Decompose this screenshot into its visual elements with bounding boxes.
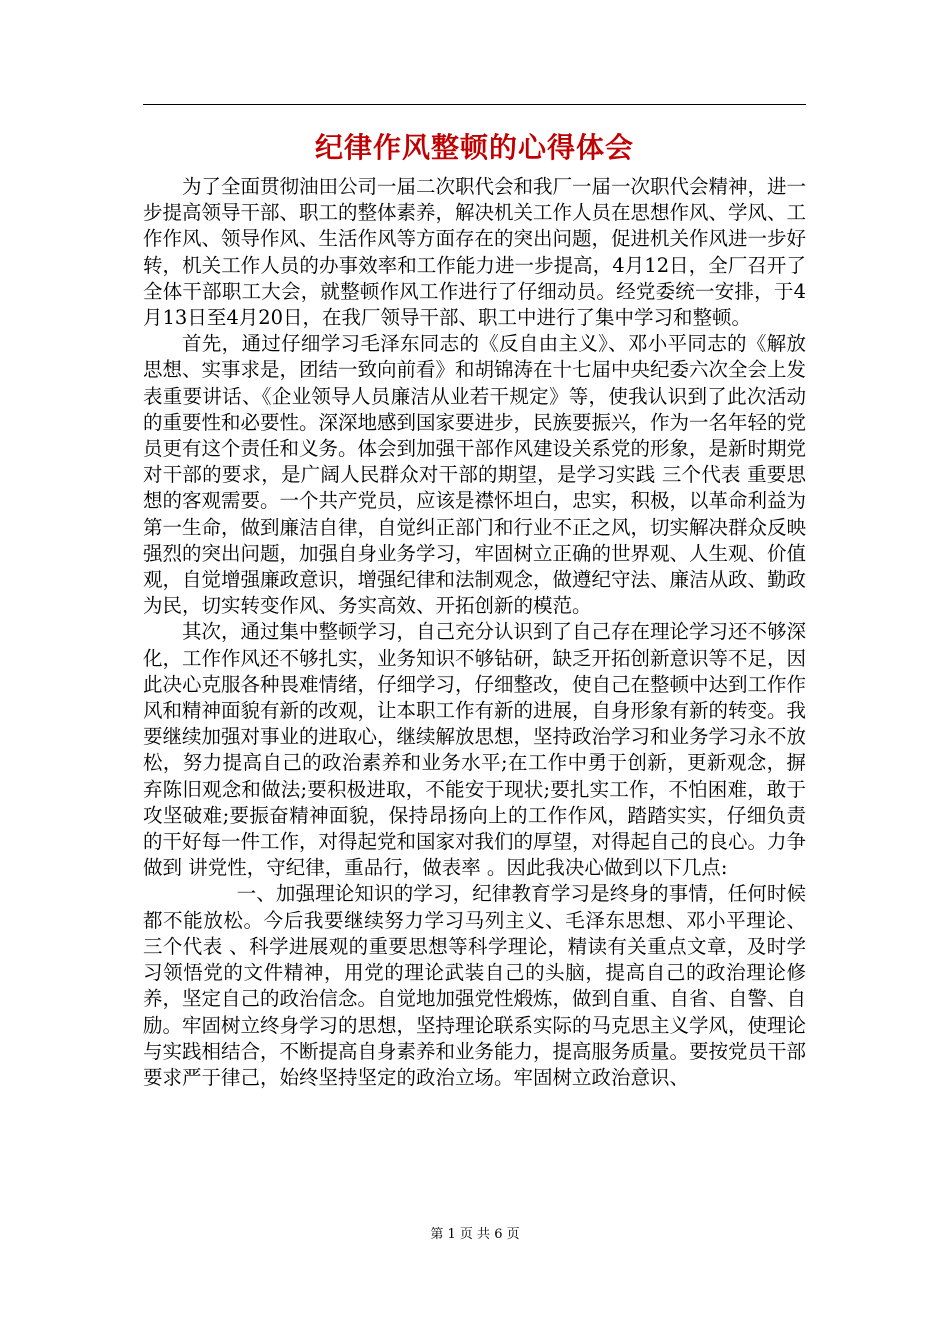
paragraph-point-one: 一、加强理论知识的学习，纪律教育学习是终身的事情，任何时候都不能放松。今后我要继续努力学习马列主义、毛泽东思想、邓小平理论、 三个代表 、科学进展观的重要思想等科学理论，精读有关重点文章，及时学习领悟党的文件精神，用党的理论武装自己的头脑，提高自己的政治理论修养，坚定自己的政治信念。自觉地加强党性煅炼，做到自重、自省、自警、自励。牢固树立终身学习的思想，坚持理论联系实际的马克思主义学风，使理论与实践相结合，不断提高自身素养和业务能力，提高服务质量。要按党员干部要求严于律己，始终坚持坚定的政治立场。牢固树立政治意识、 bbox=[143, 882, 807, 1089]
document-body bbox=[143, 174, 806, 1091]
paragraph-intro: 为了全面贯彻油田公司一届二次职代会和我厂一届一次职代会精神，进一步提高领导干部、职工的整体素养，解决机关工作人员在思想作风、学风、工作作风、领导作风、生活作风等方面存在的突出问题，促进机关作风进一步好转，机关工作人员的办事效率和工作能力进一步提高，4月12日，全厂召开了全体干部职工大会，就整顿作风工作进行了仔细动员。经党委统一安排，于4月13日至4月20日，在我厂领导干部、职工中进行了集中学习和整顿。 bbox=[143, 175, 807, 330]
page-number: 第 1 页 共 6 页 bbox=[430, 1227, 520, 1242]
paragraph-first: 首先，通过仔细学习毛泽东同志的《反自由主义》、邓小平同志的《解放思想、实事求是，团结一致向前看》和胡锦涛在十七届中央纪委六次全会上发表重要讲话、《企业领导人员廉洁从业若干规定》等，使我认识到了此次活动的重要性和必要性。深深地感到国家要进步，民族要振兴，作为一名年轻的党员更有这个责任和义务。体会到加强干部作风建设关系党的形象，是新时期党对干部的要求，是广阔人民群众对干部的期望，是学习实践 三个代表 重要思想的客观需要。一个共产党员，应该是襟怀坦白，忠实，积极，以革命利益为第一生命，做到廉洁自律，自觉纠正部门和行业不正之风，切实解决群众反映强烈的突出问题，加强自身业务学习，牢固树立正确的世界观、人生观、价值观，自觉增强廉政意识，增强纪律和法制观念，做遵纪守法、廉洁从政、勤政为民，切实转变作风、务实高效、开拓创新的模范。 bbox=[143, 332, 807, 618]
document-title: 纪律作风整顿的心得体会 bbox=[314, 131, 634, 164]
paragraph-second: 其次，通过集中整顿学习，自己充分认识到了自己存在理论学习还不够深化，工作作风还不够扎实，业务知识不够钻研，缺乏开拓创新意识等不足，因此决心克服各种畏难情绪，仔细学习，仔细整改，使自己在整顿中达到工作作风和精神面貌有新的改观，让本职工作有新的进展，自身形象有新的转变。我要继续加强对事业的进取心，继续解放思想，坚持政治学习和业务学习永不放松，努力提高自己的政治素养和业务水平;在工作中勇于创新，更新观念，摒弃陈旧观念和做法;要积极进取，不能安于现状;要扎实工作，不怕困难，敢于攻坚破难;要振奋精神面貌，保持昂扬向上的工作作风，踏踏实实，仔细负责的干好每一件工作，对得起党和国家对我们的厚望，对得起自己的良心。力争做到 讲党性，守纪律，重品行，做表率 。因此我决心做到以下几点: bbox=[143, 620, 807, 880]
header-rule bbox=[143, 104, 806, 105]
